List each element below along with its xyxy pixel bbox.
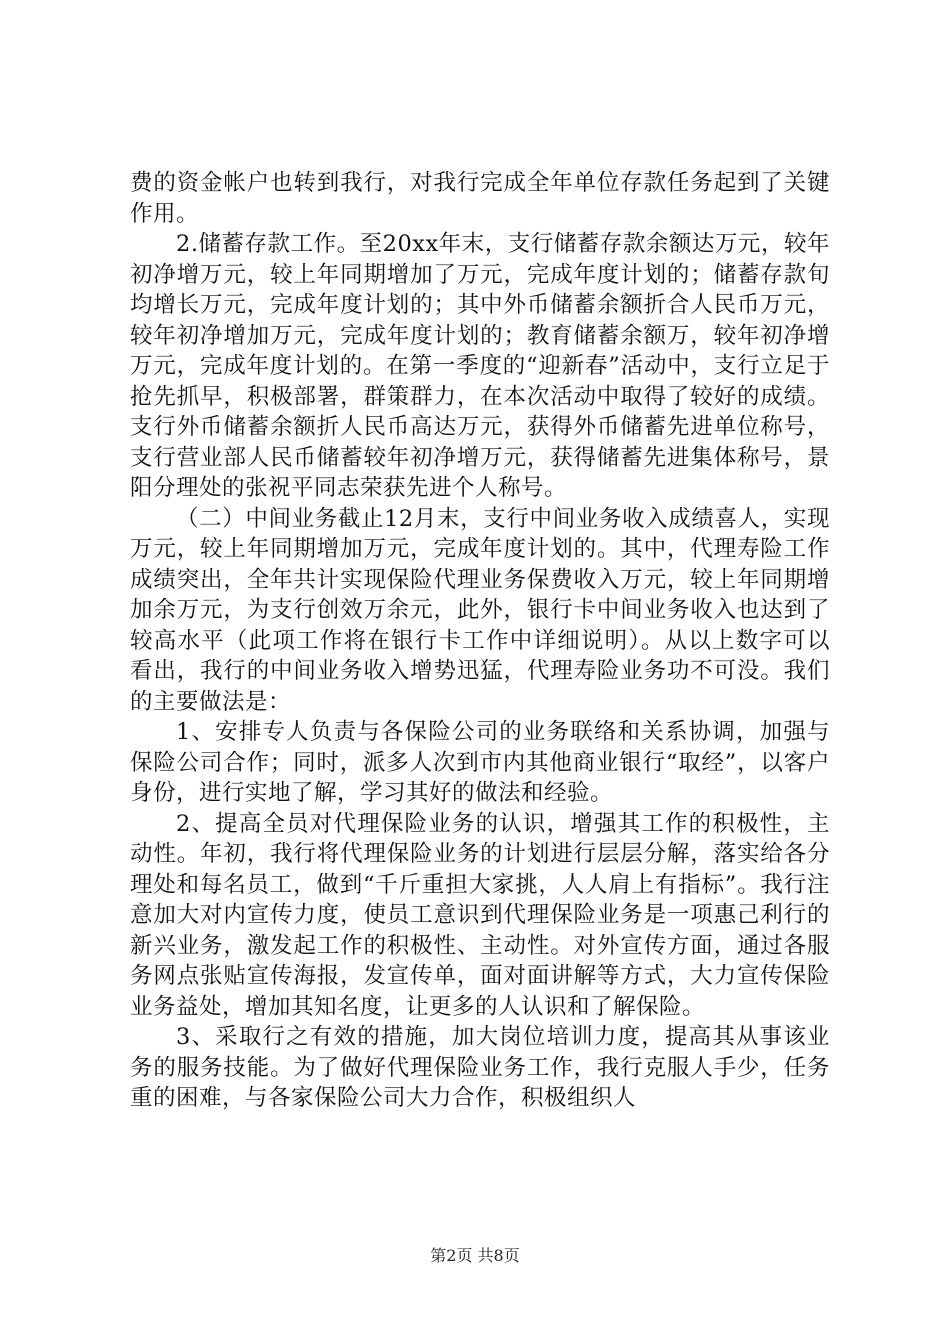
- paragraph-item-1: 1、安排专人负责与各保险公司的业务联络和关系协调，加强与保险公司合作；同时，派多人次到市内其他商业银行“取经”，以客户身份，进行实地了解，学习其好的做法和经验。: [130, 719, 830, 806]
- paragraph-intermediate-business: （二）中间业务截止12月末，支行中间业务收入成绩喜人，实现万元，较上年同期增加万元，完成年度计划的。其中，代理寿险工作成绩突出，全年共计实现保险代理业务保费收入万元，较上年同期增加余万元，为支行创效万余元，此外，银行卡中间业务收入也达到了较高水平（此项工作将在银行卡工作中详细说明）。从以上数字可以看出，我行的中间业务收入增势迅猛，代理寿险业务功不可没。我们的主要做法是：: [130, 505, 830, 715]
- paragraph-item-3: 3、采取行之有效的措施，加大岗位培训力度，提高其从事该业务的服务技能。为了做好代理保险业务工作，我行克服人手少，任务重的困难，与各家保险公司大力合作，积极组织人: [130, 1024, 830, 1111]
- paragraph-continuation: 费的资金帐户也转到我行，对我行完成全年单位存款任务起到了关键作用。: [130, 170, 830, 227]
- paragraph-item-2: 2、提高全员对代理保险业务的认识，增强其工作的积极性，主动性。年初，我行将代理保险业务的计划进行层层分解，落实给各分理处和每名员工，做到“千斤重担大家挑，人人肩上有指标”。我行注意加大对内宣传力度，使员工意识到代理保险业务是一项惠己利行的新兴业务，激发起工作的积极性、主动性。对外宣传方面，通过各服务网点张贴宣传海报，发宣传单，面对面讲解等方式，大力宣传保险业务益处，增加其知名度，让更多的人认识和了解保险。: [130, 810, 830, 1020]
- document-body: [130, 168, 830, 1114]
- page-number-footer: 第2页 共8页: [430, 1246, 520, 1265]
- paragraph-savings-deposit: 2.储蓄存款工作。至20xx年末，支行储蓄存款余额达万元，较年初净增万元，较上年同期增加了万元，完成年度计划的；储蓄存款旬均增长万元，完成年度计划的；其中外币储蓄余额折合人民币万元，较年初净增加万元，完成年度计划的；教育储蓄余额万，较年初净增万元，完成年度计划的。在第一季度的“迎新春”活动中，支行立足于抢先抓早，积极部署，群策群力，在本次活动中取得了较好的成绩。支行外币储蓄余额折人民币高达万元，获得外币储蓄先进单位称号，支行营业部人民币储蓄较年初净增万元，获得储蓄先进集体称号，景阳分理处的张祝平同志荣获先进个人称号。: [130, 231, 830, 501]
